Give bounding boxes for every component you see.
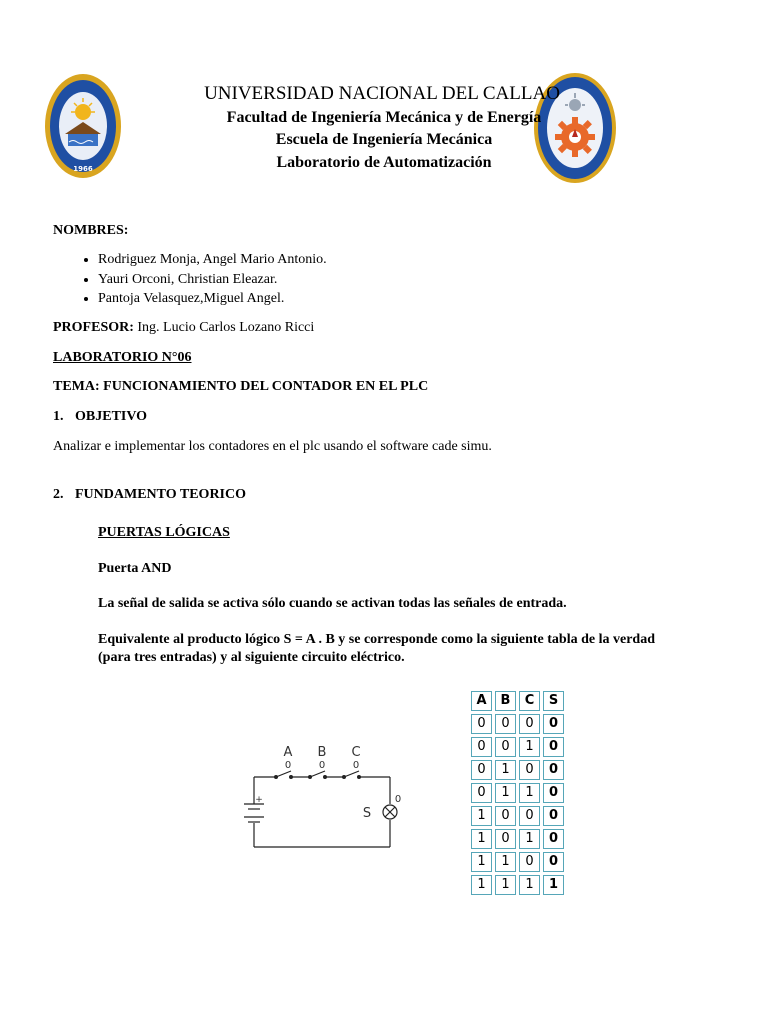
faculty-name: Facultad de Ingeniería Mecánica y de Energía [226, 109, 542, 126]
section-title: FUNDAMENTO TEORICO [75, 487, 247, 502]
objective-text: Analizar e implementar los contadores en el plc usando el software cade simu. [53, 439, 492, 454]
table-cell: 0 [471, 783, 492, 803]
table-cell: 0 [519, 714, 540, 734]
table-row [471, 852, 564, 872]
table-cell: 1 [471, 829, 492, 849]
section-number: 1. [53, 409, 64, 424]
table-cell: 0 [495, 737, 516, 757]
table-row [471, 760, 564, 780]
switch-a-label: A [283, 745, 293, 760]
list-item: • Yauri Orconi, Christian Eleazar. [98, 270, 327, 290]
table-cell: 0 [519, 806, 540, 826]
battery-plus-sign: + [255, 795, 263, 805]
table-cell: 0 [543, 714, 564, 734]
table-cell: 1 [471, 852, 492, 872]
header-cell: S [543, 691, 564, 711]
table-cell: 1 [519, 783, 540, 803]
table-cell: 0 [495, 714, 516, 734]
table-cell: 0 [519, 852, 540, 872]
professor-name: Ing. Lucio Carlos Lozano Ricci [137, 320, 315, 335]
table-cell: 1 [543, 875, 564, 895]
and-circuit-diagram [236, 740, 406, 855]
table-cell: 1 [519, 875, 540, 895]
table-cell: 0 [495, 806, 516, 826]
table-cell: 0 [543, 737, 564, 757]
lab-number: LABORATORIO N°06 [53, 350, 192, 365]
school-name: Escuela de Ingeniería Mecánica [275, 131, 493, 148]
switch-b-label: B [317, 745, 327, 760]
university-name: UNIVERSIDAD NACIONAL DEL CALLAO [204, 83, 560, 104]
table-row [471, 875, 564, 895]
table-cell: 1 [495, 783, 516, 803]
table-header-row [471, 691, 564, 711]
table-cell: 1 [495, 760, 516, 780]
table-row [471, 737, 564, 757]
switch-a-state: 0 [284, 760, 292, 771]
table-cell: 0 [543, 806, 564, 826]
table-row [471, 783, 564, 803]
section-title: OBJETIVO [75, 409, 148, 424]
gate-description: La señal de salida se activa sólo cuando se activan todas las señales de entrada. [98, 596, 567, 611]
switch-c-state: 0 [352, 760, 360, 771]
table-row [471, 714, 564, 734]
switch-c-label: C [351, 745, 361, 760]
truth-table [468, 688, 567, 898]
section-2-heading [53, 486, 246, 504]
header-cell: C [519, 691, 540, 711]
topic-title: TEMA: FUNCIONAMIENTO DEL CONTADOR EN EL PLC [53, 379, 429, 394]
table-cell: 1 [471, 806, 492, 826]
table-cell: 0 [543, 829, 564, 849]
table-cell: 1 [495, 852, 516, 872]
output-label: S [362, 806, 372, 821]
table-cell: 0 [471, 714, 492, 734]
table-cell: 1 [495, 875, 516, 895]
professor-line [53, 319, 314, 337]
table-cell: 0 [519, 760, 540, 780]
list-item: • Pantoja Velasquez,Miguel Angel. [98, 289, 327, 309]
table-cell: 0 [471, 760, 492, 780]
gate-title: Puerta AND [98, 561, 172, 576]
table-row [471, 806, 564, 826]
table-cell: 1 [471, 875, 492, 895]
lab-name: Laboratorio de Automatización [276, 154, 492, 171]
names-label: NOMBRES: [53, 223, 129, 238]
subsection-title: PUERTAS LÓGICAS [98, 525, 230, 540]
table-cell: 0 [543, 852, 564, 872]
table-cell: 1 [519, 829, 540, 849]
gate-equivalence-line-1: Equivalente al producto lógico S = A . B y se corresponde como la siguiente tabla de la verdad [98, 632, 655, 647]
header-cell: A [471, 691, 492, 711]
table-cell: 0 [471, 737, 492, 757]
section-number: 2. [53, 487, 64, 502]
seal-year-text: 1966 [73, 165, 93, 173]
table-cell: 1 [519, 737, 540, 757]
section-1-heading [53, 408, 147, 426]
header-cell: B [495, 691, 516, 711]
list-item: • Rodriguez Monja, Angel Mario Antonio. [98, 250, 327, 270]
gate-equivalence-line-2: (para tres entradas) y al siguiente circuito eléctrico. [98, 650, 405, 665]
table-row [471, 829, 564, 849]
table-cell: 0 [543, 760, 564, 780]
names-list [78, 250, 327, 309]
switch-b-state: 0 [318, 760, 326, 771]
table-cell: 0 [543, 783, 564, 803]
output-state: 0 [394, 794, 402, 805]
professor-label: PROFESOR: [53, 320, 134, 335]
table-cell: 0 [495, 829, 516, 849]
